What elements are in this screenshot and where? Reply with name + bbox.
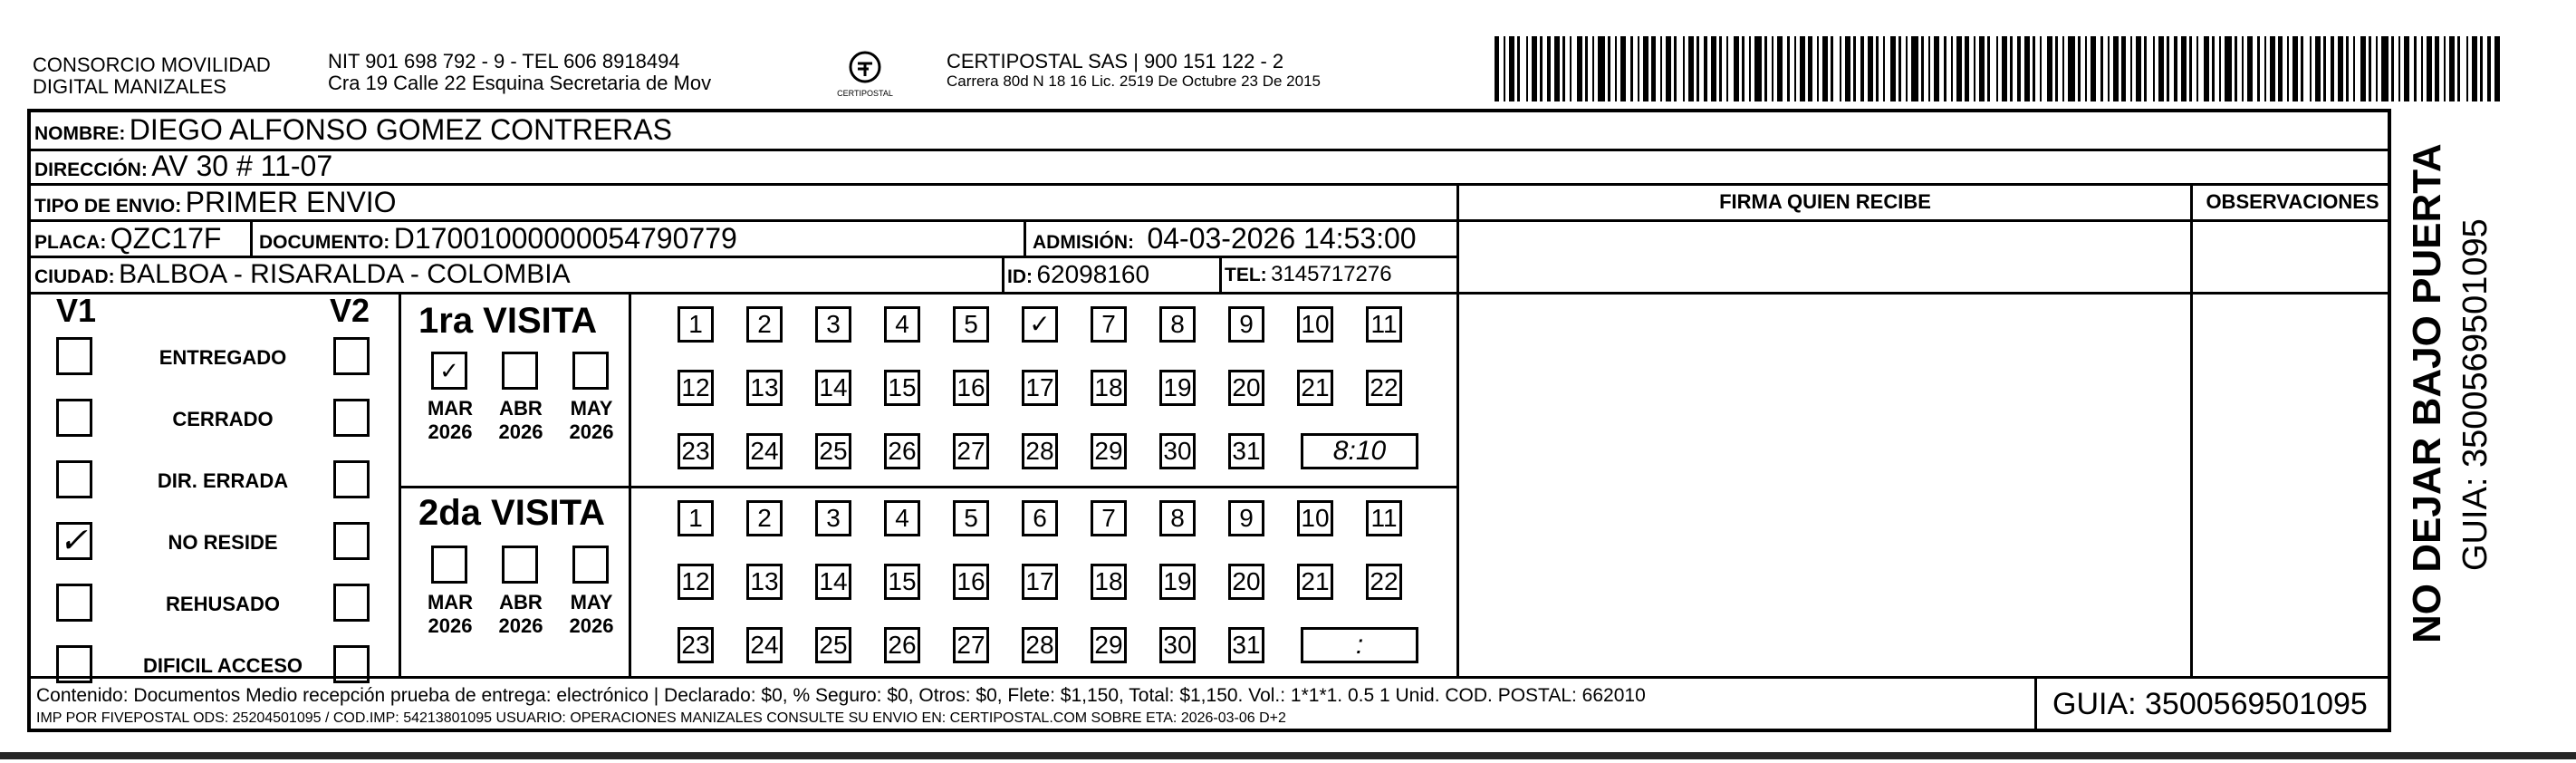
barcode-bar (1734, 36, 1739, 101)
barcode-bar (2346, 36, 2349, 101)
status-v1-checkbox[interactable] (56, 522, 92, 560)
barcode-bar (1921, 36, 1924, 101)
barcode-bar (1996, 36, 1998, 101)
barcode-bar (2449, 36, 2455, 101)
barcode-bar (1540, 36, 1543, 101)
barcode-bar (2225, 36, 2232, 101)
barcode-bar (2181, 36, 2187, 101)
barcode-bar (1643, 36, 1648, 101)
barcode-bar (2235, 36, 2237, 101)
direccion-row (34, 150, 332, 188)
barcode-bar (2421, 36, 2423, 101)
barcode-bar (1831, 36, 1833, 101)
id-label: ID: (1007, 266, 1033, 287)
month-checkbox[interactable] (572, 352, 609, 390)
day-box[interactable]: 19 (1159, 370, 1196, 406)
barcode-bar (2278, 36, 2283, 101)
scan-edge (0, 752, 2576, 759)
day-box[interactable]: 4 (884, 306, 920, 343)
barcode-bar (2153, 36, 2155, 101)
barcode-bar (2174, 36, 2177, 101)
barcode-bar (1608, 36, 1610, 101)
barcode-bar (1987, 36, 1990, 101)
barcode-bar (2427, 36, 2432, 101)
barcode-bar (1777, 36, 1783, 101)
day-box[interactable]: 11 (1366, 500, 1402, 536)
barcode-bar (1592, 36, 1594, 101)
placa-value: QZC17F (110, 222, 222, 255)
day-box[interactable]: 15 (884, 564, 920, 600)
barcode-bar (2270, 36, 2275, 101)
barcode-bar (1840, 36, 1841, 101)
barcode-bar (2287, 36, 2289, 101)
day-box[interactable]: 26 (884, 627, 920, 663)
barcode-bar (1808, 36, 1812, 101)
day-box[interactable]: 25 (815, 433, 851, 469)
barcode-bar (2196, 36, 2198, 101)
month-checkbox[interactable]: ✓ (431, 352, 467, 390)
month-checkbox[interactable] (502, 352, 538, 390)
barcode-bar (2315, 36, 2321, 101)
status-v2-checkbox[interactable] (333, 460, 370, 498)
status-label: CERRADO (172, 408, 274, 430)
day-box[interactable]: 15 (884, 370, 920, 406)
day-box[interactable]: 20 (1228, 564, 1264, 600)
barcode-bar (2444, 36, 2446, 101)
month-label: MAY 2026 (569, 397, 614, 443)
admision-label: ADMISIÓN: (1033, 232, 1134, 253)
barcode-bar (2068, 36, 2075, 101)
day-box[interactable]: ✓ (1022, 306, 1058, 343)
day-box[interactable]: 1 (678, 306, 714, 343)
barcode-bar (2062, 36, 2064, 101)
barcode (1495, 36, 2500, 101)
day-box[interactable]: 16 (953, 370, 989, 406)
visit2-title: 2da VISITA (418, 493, 605, 533)
barcode-bar (1562, 36, 1565, 101)
barcode-bar (2242, 36, 2244, 101)
day-box[interactable]: 28 (1022, 433, 1058, 469)
barcode-bar (2108, 36, 2110, 101)
day-box[interactable]: 7 (1091, 306, 1127, 343)
barcode-bar (1688, 36, 1694, 101)
barcode-bar (2091, 36, 2096, 101)
day-box[interactable]: 30 (1159, 627, 1196, 663)
barcode-bar (1906, 36, 1908, 101)
day-box[interactable]: 12 (678, 564, 714, 600)
day-box[interactable]: 13 (746, 564, 783, 600)
barcode-bar (2264, 36, 2266, 101)
barcode-bar (1764, 36, 1767, 101)
day-box[interactable]: 18 (1091, 370, 1127, 406)
status-v2-checkbox[interactable] (333, 584, 370, 622)
day-box[interactable]: 5 (953, 500, 989, 536)
day-box[interactable]: 28 (1022, 627, 1058, 663)
barcode-bar (1547, 36, 1551, 101)
barcode-bar (1526, 36, 1528, 101)
placa-row (34, 222, 221, 261)
barcode-bar (1742, 36, 1745, 101)
barcode-bar (1585, 36, 1588, 101)
barcode-bar (2047, 36, 2052, 101)
day-box[interactable]: 2 (746, 306, 783, 343)
barcode-bar (2078, 36, 2081, 101)
barcode-bar (2360, 36, 2366, 101)
observations-area[interactable] (2194, 221, 2388, 674)
status-v1-checkbox[interactable] (56, 399, 92, 437)
barcode-bar (1890, 36, 1896, 101)
barcode-bar (1898, 36, 1901, 101)
day-box[interactable]: 1 (678, 500, 714, 536)
day-box[interactable]: 31 (1228, 433, 1264, 469)
day-box[interactable]: 27 (953, 433, 989, 469)
barcode-bar (2100, 36, 2103, 101)
barcode-bar (2457, 36, 2460, 101)
tel-value: 3145717276 (1271, 262, 1392, 286)
day-box[interactable]: 17 (1022, 370, 1058, 406)
barcode-bar (2369, 36, 2371, 101)
barcode-bar (1934, 36, 1939, 101)
visit1-title: 1ra VISITA (418, 301, 598, 341)
day-box[interactable]: 3 (815, 500, 851, 536)
firma-header: FIRMA QUIEN RECIBE (1719, 190, 1931, 213)
barcode-bar (2033, 36, 2035, 101)
barcode-bar (1794, 36, 1796, 101)
carrier-info: CERTIPOSTAL SAS | 900 151 122 - 2 Carrera 80d N 18 16 Lic. 2519 De Octubre 23 De 2015 (947, 50, 1321, 90)
check-mark-icon: ✓ (59, 522, 88, 560)
tel-label: TEL: (1225, 265, 1267, 285)
barcode-bar (2257, 36, 2260, 101)
barcode-bar (2414, 36, 2417, 101)
month-label: MAY 2026 (569, 591, 614, 637)
barcode-bar (2247, 36, 2253, 101)
svg-text:CERTIPOSTAL: CERTIPOSTAL (837, 89, 893, 98)
status-v1-checkbox[interactable] (56, 337, 92, 375)
barcode-bar (1674, 36, 1677, 101)
barcode-bar (2167, 36, 2169, 101)
company-nit: NIT 901 698 792 - 9 - TEL 606 8918494 Cra 19 Calle 22 Esquina Secretaria de Mov (328, 50, 712, 94)
day-box[interactable]: 6 (1022, 500, 1058, 536)
day-box[interactable]: 23 (678, 627, 714, 663)
direccion-value: AV 30 # 11-07 (151, 150, 333, 182)
barcode-bar (2085, 36, 2087, 101)
barcode-bar (1719, 36, 1722, 101)
barcode-bar (1577, 36, 1582, 101)
barcode-bar (1868, 36, 1873, 101)
barcode-bar (1598, 36, 1605, 101)
v2-header: V2 (330, 292, 370, 329)
id-row (1007, 258, 1149, 295)
barcode-bar (1517, 36, 1520, 101)
status-v1-checkbox[interactable] (56, 460, 92, 498)
barcode-bar (1928, 36, 1930, 101)
barcode-bar (2338, 36, 2343, 101)
status-label: DIFICIL ACCESO (142, 654, 303, 677)
barcode-bar (1509, 36, 1514, 101)
day-box[interactable]: 4 (884, 500, 920, 536)
day-box[interactable]: 10 (1297, 306, 1333, 343)
nombre-label: NOMBRE: (34, 123, 126, 144)
barcode-bar (1615, 36, 1617, 101)
day-box[interactable]: 13 (746, 370, 783, 406)
barcode-bar (2219, 36, 2221, 101)
status-label: REHUSADO (166, 593, 280, 615)
status-v2-checkbox[interactable] (333, 522, 370, 560)
barcode-bar (2121, 36, 2126, 101)
time-box[interactable]: : (1301, 627, 1418, 663)
tipo-envio-row (34, 186, 397, 225)
id-value: 62098160 (1036, 260, 1150, 288)
barcode-bar (2487, 36, 2491, 101)
barcode-bar (2376, 36, 2378, 101)
barcode-bar (1911, 36, 1918, 101)
observaciones-header: OBSERVACIONES (2206, 190, 2379, 213)
barcode-bar (2331, 36, 2334, 101)
day-box[interactable]: 24 (746, 433, 783, 469)
barcode-bar (2212, 36, 2215, 101)
signature-area[interactable] (1460, 221, 2188, 674)
day-box[interactable]: 9 (1228, 306, 1264, 343)
barcode-bar (2024, 36, 2030, 101)
barcode-bar (1704, 36, 1707, 101)
barcode-bar (2310, 36, 2312, 101)
barcode-bar (1504, 36, 1505, 101)
tipo-envio-label: TIPO DE ENVIO: (34, 196, 182, 217)
barcode-bar (1965, 36, 1969, 101)
barcode-bar (1754, 36, 1762, 101)
barcode-bar (2010, 36, 2013, 101)
ciudad-row (34, 258, 571, 295)
footer-guia: GUIA: 3500569501095 (2052, 687, 2368, 721)
day-box[interactable]: 22 (1366, 564, 1402, 600)
documento-label: DOCUMENTO: (259, 232, 390, 253)
status-label: DIR. ERRADA (157, 469, 289, 492)
day-box[interactable]: 26 (884, 433, 920, 469)
barcode-bar (1570, 36, 1572, 101)
barcode-bar (1853, 36, 1856, 101)
barcode-bar (2301, 36, 2303, 101)
month-checkbox[interactable] (502, 546, 538, 584)
company-name: CONSORCIO MOVILIDAD DIGITAL MANIZALES (33, 53, 271, 98)
time-box[interactable]: 8:10 (1301, 433, 1418, 469)
barcode-bar (1711, 36, 1716, 101)
barcode-bar (1845, 36, 1850, 101)
admision-value: 04-03-2026 14:53:00 (1147, 222, 1417, 255)
barcode-bar (1772, 36, 1773, 101)
ciudad-label: CIUDAD: (34, 266, 115, 287)
day-box[interactable]: 21 (1297, 564, 1333, 600)
barcode-bar (1666, 36, 1671, 101)
barcode-bar (2480, 36, 2483, 101)
barcode-bar (2189, 36, 2192, 101)
month-label: ABR 2026 (498, 591, 543, 637)
barcode-bar (2017, 36, 2021, 101)
barcode-bar (1620, 36, 1626, 101)
barcode-bar (1532, 36, 1537, 101)
barcode-bar (1683, 36, 1685, 101)
barcode-bar (1956, 36, 1962, 101)
nombre-row (34, 113, 672, 152)
barcode-bar (1817, 36, 1819, 101)
ciudad-value: BALBOA - RISARALDA - COLOMBIA (119, 259, 571, 289)
barcode-bar (2353, 36, 2355, 101)
barcode-bar (1822, 36, 1828, 101)
barcode-bar (1944, 36, 1946, 101)
day-box[interactable]: 16 (953, 564, 989, 600)
admision-row (1033, 222, 1417, 261)
month-checkbox[interactable] (431, 546, 467, 584)
day-box[interactable]: 9 (1228, 500, 1264, 536)
barcode-bar (1495, 36, 1499, 101)
barcode-bar (1951, 36, 1953, 101)
month-label: MAR 2026 (427, 397, 474, 443)
certipostal-logo (833, 47, 897, 101)
barcode-bar (2113, 36, 2119, 101)
barcode-bar (2136, 36, 2141, 101)
day-box[interactable]: 12 (678, 370, 714, 406)
barcode-bar (2292, 36, 2298, 101)
v1-header: V1 (56, 292, 97, 329)
barcode-bar (2494, 36, 2500, 101)
day-box[interactable]: 17 (1022, 564, 1058, 600)
placa-label: PLACA: (34, 232, 107, 253)
status-v2-checkbox[interactable] (333, 399, 370, 437)
day-box[interactable]: 24 (746, 627, 783, 663)
barcode-bar (1697, 36, 1699, 101)
day-box[interactable]: 8 (1159, 500, 1196, 536)
day-box[interactable]: 10 (1297, 500, 1333, 536)
tipo-envio-value: PRIMER ENVIO (185, 186, 397, 218)
status-label: ENTREGADO (159, 346, 287, 369)
barcode-bar (2466, 36, 2468, 101)
nombre-value: DIEGO ALFONSO GOMEZ CONTRERAS (129, 113, 672, 146)
barcode-bar (2472, 36, 2477, 101)
barcode-bar (2204, 36, 2209, 101)
barcode-bar (1883, 36, 1885, 101)
barcode-bar (1979, 36, 1985, 101)
barcode-bar (2130, 36, 2132, 101)
status-v1-checkbox[interactable] (56, 645, 92, 683)
month-label: ABR 2026 (498, 397, 543, 443)
barcode-bar (2381, 36, 2389, 101)
day-box[interactable]: 3 (815, 306, 851, 343)
day-box[interactable]: 14 (815, 370, 851, 406)
barcode-bar (1651, 36, 1656, 101)
day-box[interactable]: 18 (1091, 564, 1127, 600)
footer-contenido: Contenido: Documentos Medio recepción prueba de entrega: electrónico | Declarado: $0, % Seguro: $0, Otros: $0, Flete: $1,150, Total: $1,150. Vol.: 1*1*1. 0.5 1 Unid. COD. POSTAL: 662010 (36, 685, 1646, 706)
barcode-bar (2040, 36, 2042, 101)
day-box[interactable]: 29 (1091, 433, 1127, 469)
barcode-bar (1974, 36, 1975, 101)
footer-imp: IMP POR FIVEPOSTAL ODS: 25204501095 / COD.IMP: 54213801095 USUARIO: OPERACIONES MANIZALES CONSULTE SU ENVIO EN: CERTIPOSTAL.COM SOBRE ETA: 2026-03-06 D+2 (36, 710, 1286, 726)
direccion-label: DIRECCIÓN: (34, 159, 148, 180)
month-checkbox[interactable] (572, 546, 609, 584)
tel-row (1225, 258, 1392, 294)
barcode-bar (2144, 36, 2147, 101)
barcode-bar (1787, 36, 1790, 101)
barcode-bar (1800, 36, 1805, 101)
status-v2-checkbox[interactable] (333, 337, 370, 375)
day-box[interactable]: 2 (746, 500, 783, 536)
barcode-bar (2002, 36, 2007, 101)
barcode-bar (2404, 36, 2409, 101)
barcode-bar (1749, 36, 1751, 101)
day-box[interactable]: 29 (1091, 627, 1127, 663)
day-box[interactable]: 11 (1366, 306, 1402, 343)
barcode-bar (1726, 36, 1728, 101)
documento-row (259, 222, 737, 261)
barcode-bar (2435, 36, 2439, 101)
day-box[interactable]: 31 (1228, 627, 1264, 663)
barcode-bar (2398, 36, 2400, 101)
status-v2-checkbox[interactable] (333, 645, 370, 683)
side-guia: GUIA: 3500569501095 (2456, 218, 2494, 571)
barcode-bar (2158, 36, 2164, 101)
barcode-bar (2391, 36, 2394, 101)
day-box[interactable]: 19 (1159, 564, 1196, 600)
day-box[interactable]: 14 (815, 564, 851, 600)
day-box[interactable]: 8 (1159, 306, 1196, 343)
day-box[interactable]: 23 (678, 433, 714, 469)
day-box[interactable]: 21 (1297, 370, 1333, 406)
barcode-bar (2323, 36, 2326, 101)
day-box[interactable]: 7 (1091, 500, 1127, 536)
barcode-bar (2055, 36, 2058, 101)
day-box[interactable]: 22 (1366, 370, 1402, 406)
month-label: MAR 2026 (427, 591, 474, 637)
status-v1-checkbox[interactable] (56, 584, 92, 622)
barcode-bar (1860, 36, 1864, 101)
day-box[interactable]: 20 (1228, 370, 1264, 406)
day-box[interactable]: 25 (815, 627, 851, 663)
barcode-bar (1638, 36, 1639, 101)
side-warning: NO DEJAR BAJO PUERTA (2405, 143, 2449, 643)
day-box[interactable]: 5 (953, 306, 989, 343)
documento-value: D17001000000054790779 (393, 222, 737, 255)
day-box[interactable]: 30 (1159, 433, 1196, 469)
barcode-bar (1630, 36, 1633, 101)
day-box[interactable]: 27 (953, 627, 989, 663)
status-label: NO RESIDE (168, 531, 278, 554)
barcode-bar (1554, 36, 1560, 101)
barcode-bar (1660, 36, 1662, 101)
barcode-bar (1876, 36, 1879, 101)
